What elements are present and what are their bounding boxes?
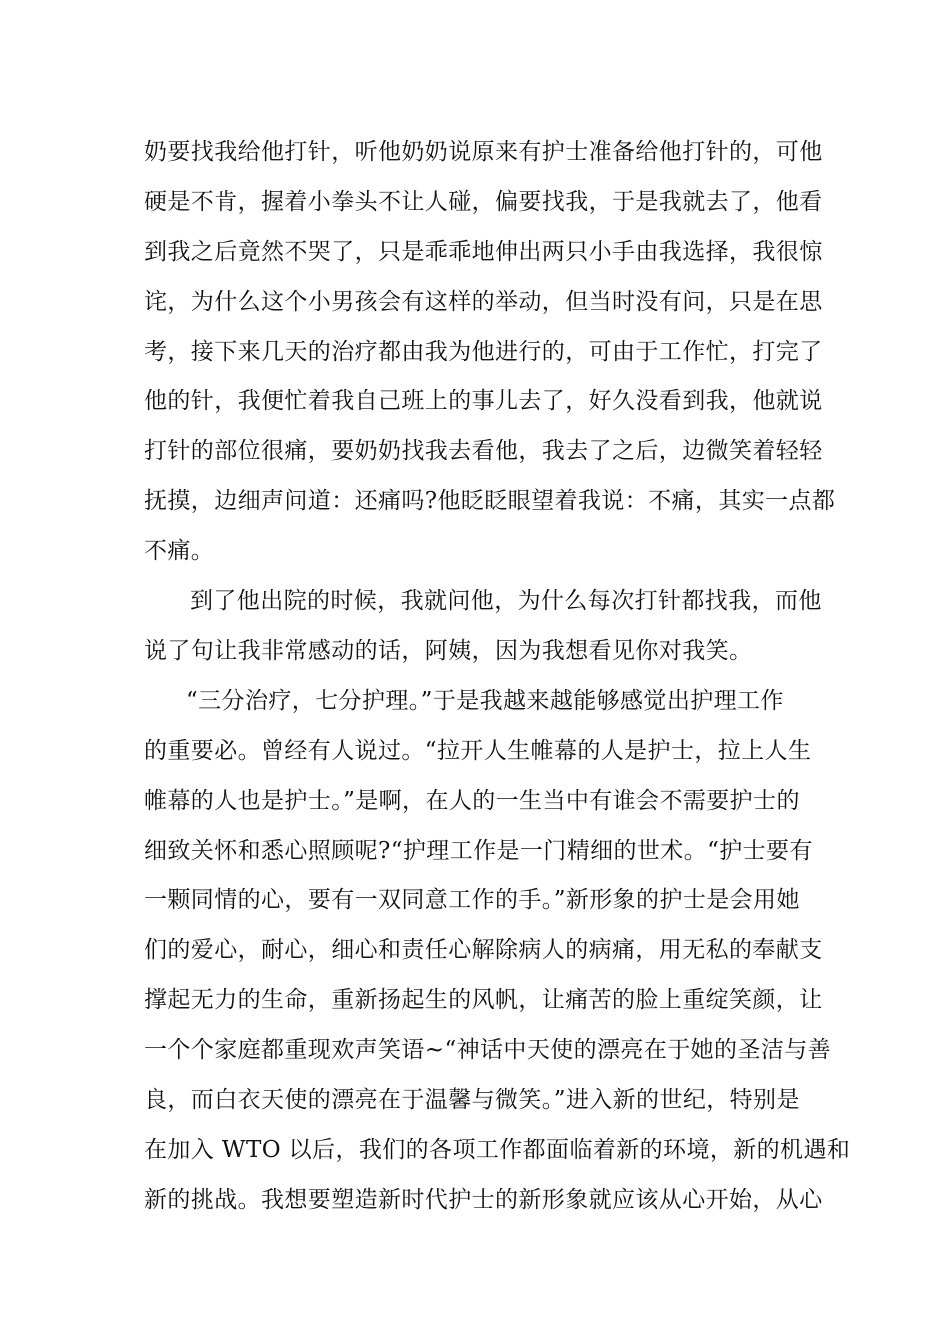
text-line: 帷幕的人也是护士。”是啊，在人的一生当中有谁会不需要护士的 bbox=[144, 788, 800, 814]
text-line: 新的挑战。我想要塑造新时代护士的新形象就应该从心开始，从心 bbox=[144, 1187, 823, 1213]
text-line: 说了句让我非常感动的话，阿姨，因为我想看见你对我笑。 bbox=[144, 638, 753, 664]
text-line: 一颗同情的心，要有一双同意工作的手。”新形象的护士是会用她 bbox=[144, 887, 800, 913]
text-line: 的重要必。曾经有人说过。“拉开人生帷幕的人是护士，拉上人生 bbox=[144, 738, 812, 764]
text-line: 一个个家庭都重现欢声笑语~“神话中天使的漂亮在于她的圣洁与善 bbox=[144, 1037, 832, 1063]
text-line: 良，而白衣天使的漂亮在于温馨与微笑。”进入新的世纪，特别是 bbox=[144, 1087, 800, 1113]
text-line: 在加入 WTO 以后，我们的各项工作都面临着新的环境，新的机遇和 bbox=[144, 1137, 851, 1163]
text-line: 不痛。 bbox=[144, 538, 215, 564]
text-line: 诧，为什么这个小男孩会有这样的举动，但当时没有问，只是在思 bbox=[144, 289, 823, 315]
text-line: 打针的部位很痛，要奶奶找我去看他，我去了之后，边微笑着轻轻 bbox=[144, 438, 823, 464]
text-line: 撑起无力的生命，重新扬起生的风帆，让痛苦的脸上重绽笑颜，让 bbox=[144, 987, 823, 1013]
text-line: 抚摸，边细声问道：还痛吗?他眨眨眼望着我说：不痛，其实一点都 bbox=[144, 488, 836, 514]
text-line: 奶要找我给他打针，听他奶奶说原来有护士准备给他打针的，可他 bbox=[144, 139, 823, 165]
text-line: 硬是不肯，握着小拳头不让人碰，偏要找我，于是我就去了，他看 bbox=[144, 189, 823, 215]
text-line: 他的针，我便忙着我自己班上的事儿去了，好久没看到我，他就说 bbox=[144, 388, 823, 414]
text-line: 们的爱心，耐心，细心和责任心解除病人的病痛，用无私的奉献支 bbox=[144, 937, 823, 963]
text-line: 到我之后竟然不哭了，只是乖乖地伸出两只小手由我选择，我很惊 bbox=[144, 239, 823, 265]
text-line: 考，接下来几天的治疗都由我为他进行的，可由于工作忙，打完了 bbox=[144, 339, 823, 365]
text-line: 到了他出院的时候，我就问他，为什么每次打针都找我，而他 bbox=[190, 588, 822, 614]
text-line: “三分治疗，七分护理。”于是我越来越能够感觉出护理工作 bbox=[186, 688, 784, 714]
text-line: 细致关怀和悉心照顾呢?“护理工作是一门精细的世术。“护士要有 bbox=[144, 838, 813, 864]
